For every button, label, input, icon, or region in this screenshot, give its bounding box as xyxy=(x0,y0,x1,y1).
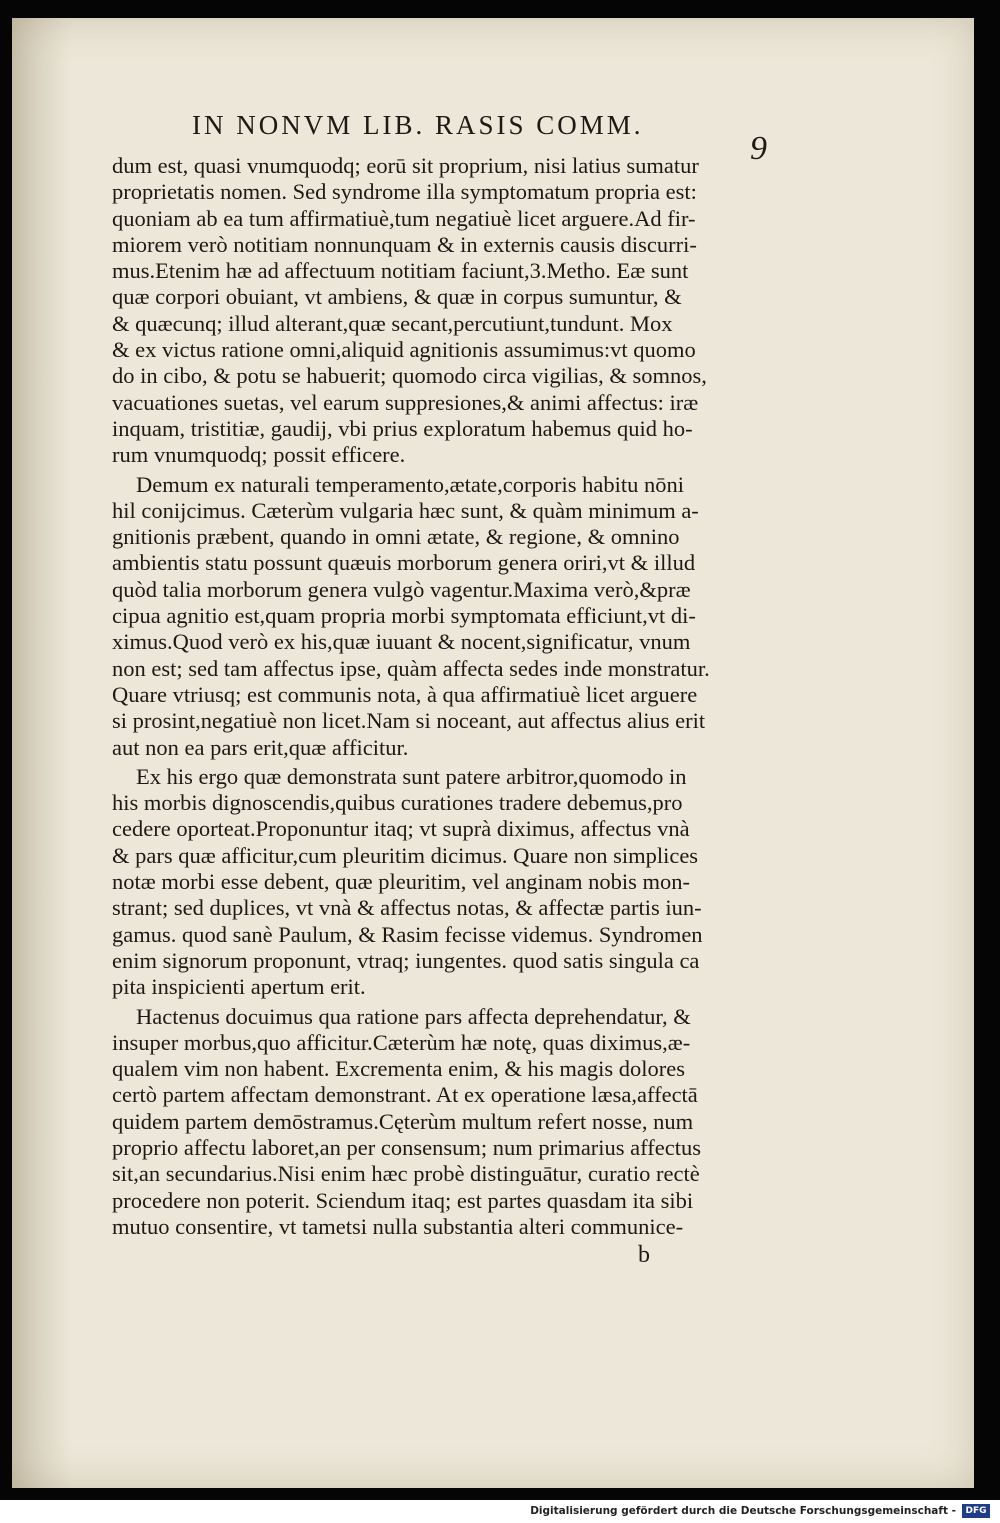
text-line: cedere oporteat.Proponuntur itaq; vt suprà diximus, affectus vnà xyxy=(112,816,690,842)
text-line: hil conijcimus. Cæterùm vulgaria hæc sunt, & quàm minimum a- xyxy=(112,497,699,523)
text-line: quidem partem demōstramus.Cęterùm multum refert nosse, num xyxy=(112,1108,694,1134)
text-line: Demum ex naturali temperamento,ætate,corporis habitu nōni xyxy=(136,471,684,497)
text-line: pita inspicienti apertum erit. xyxy=(112,974,366,1000)
text-line: insuper morbus,quo afficitur.Cæterùm hæ notę, quas diximus,æ- xyxy=(112,1029,691,1055)
text-line: rum vnumquodq; possit efficere. xyxy=(112,442,406,468)
text-line: non est; sed tam affectus ipse, quàm affecta sedes inde monstratur. xyxy=(112,655,710,681)
text-line: & quæcunq; illud alterant,quæ secant,percutiunt,tundunt. Mox xyxy=(112,310,673,336)
text-line: inquam, tristitiæ, gaudij, vbi prius exploratum habemus quid ho- xyxy=(112,415,693,441)
text-line: dum est, quasi vnumquodq; eorū sit proprium, nisi latius sumatur xyxy=(112,153,699,178)
text-line: cipua agnitio est,quam propria morbi symptomata efficiunt,vt di- xyxy=(112,603,696,629)
signature-mark: b xyxy=(638,1242,650,1268)
text-line: gnitionis præbent, quando in omni ætate, & regione, & omnino xyxy=(112,524,680,550)
text-line: & ex victus ratione omni,aliquid agnitionis assumimus:vt quomo xyxy=(112,337,696,363)
text-line: miorem verò notitiam nonnunquam & in externis causis discurri- xyxy=(112,231,697,257)
text-line: si prosint,negatiuè non licet.Nam si noceant, aut affectus alius erit xyxy=(112,708,706,734)
text-line: ximus.Quod verò ex his,quæ iuuant & nocent,significatur, vnum xyxy=(112,629,691,655)
text-line: proprietatis nomen. Sed syndrome illa symptomatum propria est: xyxy=(112,179,697,205)
text-line: vacuationes suetas, vel earum suppresiones,& animi affectus: iræ xyxy=(112,389,699,415)
text-line: mutuo consentire, vt tametsi nulla substantia alteri communice- xyxy=(112,1213,684,1239)
text-line: his morbis dignoscendis,quibus curationes tradere debemus,pro xyxy=(112,790,683,816)
text-line: Ex his ergo quæ demonstrata sunt patere arbitror,quomodo in xyxy=(136,763,687,789)
text-line: sit,an secundarius.Nisi enim hæc probè distinguātur, curatio rectè xyxy=(112,1161,700,1187)
text-line: gamus. quod sanè Paulum, & Rasim fecisse videmus. Syndromen xyxy=(112,921,703,947)
text-line: aut non ea pars erit,quæ afficitur. xyxy=(112,734,409,760)
text-line: ambientis statu possunt quæuis morborum genera oriri,vt & illud xyxy=(112,550,696,576)
body-text xyxy=(112,153,767,1240)
text-line: procedere non poterit. Sciendum itaq; est partes quasdam ita sibi xyxy=(112,1187,694,1213)
text-line: quòd talia morborum genera vulgò vagentur.Maxima verò,&præ xyxy=(112,576,691,602)
text-line: quæ corpori obuiant, vt ambiens, & quæ in corpus sumuntur, & xyxy=(112,284,682,310)
running-head: IN NONVM LIB. RASIS COMM. xyxy=(192,110,644,140)
dfg-credit: Digitalisierung gefördert durch die Deutsche Forschungsgemeinschaft - xyxy=(530,1505,956,1517)
text-line: Hactenus docuimus qua ratione pars affecta deprehendatur, & xyxy=(136,1003,691,1029)
text-line: qualem vim non habent. Excrementa enim, & his magis dolores xyxy=(112,1056,685,1082)
page-number: 9 xyxy=(750,130,767,167)
text-line: & pars quæ afficitur,cum pleuritim dicimus. Quare non simplices xyxy=(112,842,699,868)
text-line: strant; sed duplices, vt vnà & affectus notas, & affectæ partis iun- xyxy=(112,895,702,921)
text-line: mus.Etenim hæ ad affectuum notitiam faciunt,3.Metho. Eæ sunt xyxy=(112,258,689,284)
text-line: quoniam ab ea tum affirmatiuè,tum negatiuè licet arguere.Ad fir- xyxy=(112,205,696,231)
book-page xyxy=(12,18,974,1488)
text-line: do in cibo, & potu se habuerit; quomodo circa vigilias, & somnos, xyxy=(112,363,707,389)
dfg-logo: DFG xyxy=(962,1504,990,1518)
text-line: certò partem affectam demonstrant. At ex operatione læsa,affectā xyxy=(112,1082,698,1108)
text-line: Quare vtriusq; est communis nota, à qua affirmatiuè licet arguere xyxy=(112,681,698,707)
text-line: enim signorum proponunt, vtraq; iungentes. quod satis singula ca xyxy=(112,947,700,973)
text-line: notæ morbi esse debent, quæ pleuritim, vel anginam nobis mon- xyxy=(112,869,691,895)
text-line: proprio affectu laboret,an per consensum; num primarius affectus xyxy=(112,1134,701,1160)
